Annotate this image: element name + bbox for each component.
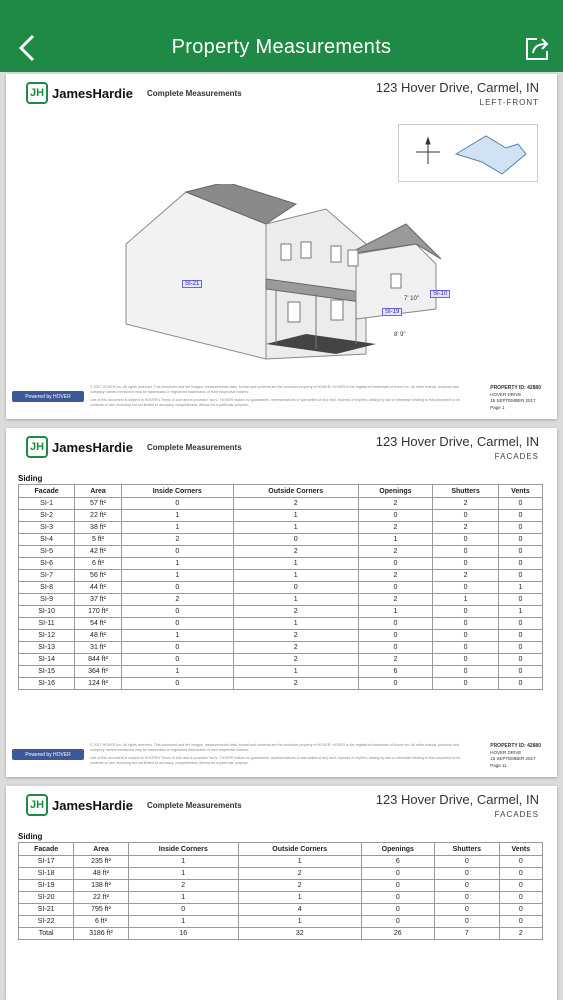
- table-row: [19, 498, 543, 510]
- table-row: [19, 534, 543, 546]
- table-cell: 0: [433, 642, 499, 654]
- document-type: Complete Measurements: [146, 442, 242, 452]
- table-cell: 0: [499, 904, 542, 916]
- table-cell: 0: [499, 868, 542, 880]
- page-number: Page 1: [490, 404, 505, 410]
- table-cell: 0: [498, 594, 542, 606]
- brand-block: [26, 82, 242, 104]
- house-3d-rendering: [116, 184, 446, 384]
- table-cell: 1: [128, 856, 238, 868]
- table-cell: 48 ft²: [74, 868, 128, 880]
- table-cell: 38 ft²: [75, 522, 122, 534]
- table-cell: 0: [498, 678, 542, 690]
- table-cell: 2: [358, 654, 432, 666]
- table-cell: SI-11: [19, 618, 75, 630]
- legal-line-2: Use of this document is subject to HOVER's Terms of Use and is provided "as is." HOVER makes no guarantees, representations or warranties of any kind, express or implied, arising by law or otherwise relating to this document or its contents or use, including but not limited to accuracy, completeness, fitness for a particular purpose.: [90, 755, 461, 765]
- table-cell: 0: [433, 582, 499, 594]
- table-cell: 1: [238, 856, 361, 868]
- table-cell: 1: [233, 618, 358, 630]
- section-title: Siding: [18, 832, 43, 841]
- table-cell: 138 ft²: [74, 880, 128, 892]
- table-cell: 0: [499, 856, 542, 868]
- powered-by-hover-badge: Powered by HOVER: [12, 391, 84, 402]
- table-cell: SI-7: [19, 570, 75, 582]
- table-cell: 2: [433, 522, 499, 534]
- table-cell: 2: [238, 880, 361, 892]
- document-type: Complete Measurements: [146, 88, 242, 98]
- siding-table-2: [18, 842, 543, 940]
- table-cell: 1: [128, 892, 238, 904]
- table-cell: 0: [121, 618, 233, 630]
- table-cell: 54 ft²: [75, 618, 122, 630]
- view-subtitle: FACADES: [494, 452, 539, 461]
- table-cell: 0: [358, 642, 432, 654]
- table-cell: 1: [233, 570, 358, 582]
- table-cell: 0: [434, 880, 499, 892]
- section-title: Siding: [18, 474, 43, 483]
- table-cell: 2: [233, 546, 358, 558]
- facade-label-si-10: SI-10: [430, 290, 450, 298]
- table-cell: 0: [361, 868, 434, 880]
- table-cell: 0: [433, 510, 499, 522]
- column-header: Vents: [499, 843, 542, 856]
- table-cell: 2: [233, 498, 358, 510]
- table-cell: 2: [358, 594, 432, 606]
- table-cell: 0: [498, 654, 542, 666]
- table-row: [19, 570, 543, 582]
- table-cell: SI-4: [19, 534, 75, 546]
- table-cell: 0: [498, 522, 542, 534]
- table-cell: 1: [128, 868, 238, 880]
- table-cell: 0: [121, 606, 233, 618]
- legal-text: [90, 743, 470, 765]
- table-cell: 2: [499, 928, 542, 940]
- property-id-block: [490, 743, 541, 769]
- table-cell: 2: [233, 606, 358, 618]
- table-cell: 22 ft²: [75, 510, 122, 522]
- dimension-label: 8' 9": [394, 332, 406, 338]
- table-cell: 0: [499, 892, 542, 904]
- brand-block: [26, 436, 242, 458]
- table-row: [19, 510, 543, 522]
- powered-by-hover-badge: Powered by HOVER: [12, 749, 84, 760]
- table-cell: 42 ft²: [75, 546, 122, 558]
- table-cell: 0: [358, 678, 432, 690]
- table-cell: 1: [233, 510, 358, 522]
- column-header: Facade: [19, 485, 75, 498]
- column-header: Outside Corners: [238, 843, 361, 856]
- table-cell: SI-13: [19, 642, 75, 654]
- table-row: [19, 868, 543, 880]
- table-cell: 0: [434, 916, 499, 928]
- table-cell: SI-21: [19, 904, 74, 916]
- table-cell: 170 ft²: [75, 606, 122, 618]
- table-cell: 0: [358, 510, 432, 522]
- jameshardie-logo: JH: [26, 436, 48, 458]
- table-cell: 0: [233, 582, 358, 594]
- brand-name: JamesHardie: [52, 797, 133, 813]
- table-cell: 0: [498, 666, 542, 678]
- table-cell: 2: [121, 594, 233, 606]
- property-street: HOVER DRIVE: [490, 750, 522, 755]
- table-row: [19, 892, 543, 904]
- table-cell: 1: [233, 594, 358, 606]
- share-icon[interactable]: [523, 36, 551, 62]
- table-cell: 1: [121, 558, 233, 570]
- table-cell: 0: [433, 630, 499, 642]
- table-cell: 2: [233, 678, 358, 690]
- property-id: PROPERTY ID: 42880: [490, 385, 541, 391]
- table-cell: 0: [361, 904, 434, 916]
- table-cell: 2: [121, 534, 233, 546]
- table-cell: 0: [498, 642, 542, 654]
- document-type: Complete Measurements: [146, 800, 242, 810]
- table-cell: 0: [434, 856, 499, 868]
- table-row: [19, 856, 543, 868]
- table-cell: 1: [358, 534, 432, 546]
- table-row: [19, 618, 543, 630]
- legal-text: [90, 385, 470, 407]
- table-cell: 0: [498, 510, 542, 522]
- table-cell: 1: [121, 666, 233, 678]
- table-cell: 0: [121, 654, 233, 666]
- page-footer: [6, 729, 557, 777]
- table-cell: 1: [121, 570, 233, 582]
- table-cell: 0: [433, 666, 499, 678]
- report-date: 15 SEPTEMBER 2017: [490, 398, 536, 404]
- table-cell: 1: [498, 606, 542, 618]
- table-cell: 0: [499, 880, 542, 892]
- table-row: [19, 522, 543, 534]
- table-cell: 56 ft²: [75, 570, 122, 582]
- table-row: [19, 678, 543, 690]
- table-cell: 2: [233, 642, 358, 654]
- table-cell: SI-17: [19, 856, 74, 868]
- report-page-3[interactable]: [6, 786, 557, 1000]
- brand-name: JamesHardie: [52, 85, 133, 101]
- property-address: 123 Hover Drive, Carmel, IN: [375, 434, 539, 449]
- table-row: [19, 904, 543, 916]
- table-cell: 0: [433, 534, 499, 546]
- column-header: Inside Corners: [128, 843, 238, 856]
- column-header: Facade: [19, 843, 74, 856]
- jameshardie-logo: JH: [26, 82, 48, 104]
- column-header: Vents: [498, 485, 542, 498]
- table-cell: 0: [361, 892, 434, 904]
- table-cell: 57 ft²: [75, 498, 122, 510]
- table-cell: 0: [358, 618, 432, 630]
- jameshardie-logo: JH: [26, 794, 48, 816]
- table-row: [19, 546, 543, 558]
- table-cell: 4: [238, 904, 361, 916]
- table-cell: 0: [121, 582, 233, 594]
- app-header: [0, 0, 563, 72]
- table-row: [19, 880, 543, 892]
- table-cell: 0: [498, 546, 542, 558]
- table-cell: SI-22: [19, 916, 74, 928]
- column-header: Shutters: [434, 843, 499, 856]
- facade-label-si-19: SI-19: [382, 308, 402, 316]
- table-cell: 2: [433, 570, 499, 582]
- brand-block: [26, 794, 242, 816]
- table-cell: SI-3: [19, 522, 75, 534]
- page-number: Page 11: [490, 762, 507, 768]
- table-cell: 0: [498, 570, 542, 582]
- table-row: [19, 582, 543, 594]
- table-cell: 1: [238, 916, 361, 928]
- table-cell: 2: [233, 630, 358, 642]
- column-header: Outside Corners: [233, 485, 358, 498]
- table-cell: 1: [238, 892, 361, 904]
- table-cell: SI-15: [19, 666, 75, 678]
- table-cell: 0: [434, 892, 499, 904]
- table-cell: 0: [121, 642, 233, 654]
- table-cell: 2: [358, 522, 432, 534]
- table-cell: 0: [498, 618, 542, 630]
- table-cell: 0: [433, 546, 499, 558]
- table-cell: 1: [128, 916, 238, 928]
- table-cell: 0: [433, 558, 499, 570]
- table-cell: 0: [499, 916, 542, 928]
- table-cell: 0: [128, 904, 238, 916]
- table-row: [19, 928, 543, 940]
- siding-table-1: [18, 484, 543, 690]
- table-row: [19, 654, 543, 666]
- table-cell: 3186 ft²: [74, 928, 128, 940]
- table-cell: 0: [434, 868, 499, 880]
- table-cell: 0: [121, 498, 233, 510]
- table-cell: 1: [233, 522, 358, 534]
- table-cell: 0: [498, 630, 542, 642]
- table-cell: 1: [121, 630, 233, 642]
- table-cell: 2: [358, 498, 432, 510]
- table-cell: SI-16: [19, 678, 75, 690]
- table-cell: 26: [361, 928, 434, 940]
- table-cell: 2: [128, 880, 238, 892]
- table-cell: 0: [434, 904, 499, 916]
- column-header: Openings: [361, 843, 434, 856]
- table-cell: 0: [498, 534, 542, 546]
- property-id: PROPERTY ID: 42880: [490, 743, 541, 749]
- table-cell: 235 ft²: [74, 856, 128, 868]
- table-cell: 5 ft²: [75, 534, 122, 546]
- table-cell: 0: [358, 558, 432, 570]
- table-row: [19, 916, 543, 928]
- table-cell: 2: [433, 498, 499, 510]
- property-id-block: [490, 385, 541, 411]
- table-cell: 0: [121, 546, 233, 558]
- page-title: Property Measurements: [171, 36, 392, 58]
- column-header: Shutters: [433, 485, 499, 498]
- column-header: Area: [75, 485, 122, 498]
- table-cell: 1: [121, 510, 233, 522]
- table-cell: SI-10: [19, 606, 75, 618]
- table-cell: 6 ft²: [74, 916, 128, 928]
- table-cell: 1: [498, 582, 542, 594]
- table-cell: 2: [233, 654, 358, 666]
- dimension-label: 7' 10": [404, 296, 419, 302]
- table-row: [19, 642, 543, 654]
- table-cell: 0: [433, 654, 499, 666]
- property-street: HOVER DRIVE: [490, 392, 522, 397]
- table-cell: 0: [361, 880, 434, 892]
- table-cell: 0: [498, 498, 542, 510]
- table-cell: SI-20: [19, 892, 74, 904]
- report-page-1[interactable]: [6, 74, 557, 419]
- property-address: 123 Hover Drive, Carmel, IN: [375, 792, 539, 807]
- table-cell: 844 ft²: [75, 654, 122, 666]
- page-footer: [6, 371, 557, 419]
- view-subtitle: FACADES: [494, 810, 539, 819]
- table-cell: 0: [358, 630, 432, 642]
- table-cell: 22 ft²: [74, 892, 128, 904]
- table-row: [19, 558, 543, 570]
- table-cell: 2: [358, 546, 432, 558]
- table-cell: 32: [238, 928, 361, 940]
- table-cell: SI-14: [19, 654, 75, 666]
- table-cell: 0: [121, 678, 233, 690]
- table-cell: 37 ft²: [75, 594, 122, 606]
- table-cell: 1: [358, 606, 432, 618]
- table-cell: 7: [434, 928, 499, 940]
- table-cell: SI-2: [19, 510, 75, 522]
- table-cell: Total: [19, 928, 74, 940]
- table-cell: 364 ft²: [75, 666, 122, 678]
- legal-line-2: Use of this document is subject to HOVER's Terms of Use and is provided "as is." HOVER makes no guarantees, representations or warranties of any kind, express or implied, arising by law or otherwise relating to this document or its contents or use, including but not limited to accuracy, completeness, fitness for a particular purpose.: [90, 397, 461, 407]
- table-cell: 1: [233, 558, 358, 570]
- table-cell: SI-8: [19, 582, 75, 594]
- table-cell: SI-18: [19, 868, 74, 880]
- table-cell: 6: [358, 666, 432, 678]
- table-cell: SI-19: [19, 880, 74, 892]
- table-cell: SI-12: [19, 630, 75, 642]
- legal-line-1: © 2017 HOVER Inc. All rights reserved. This document and the images, measurements data, format and contents are the exclusive property of HOVER. HOVER is the registered trademark of Hover Inc. All other brands, products and company names mentioned may be trademarks or registered trademarks of their respective holders.: [90, 743, 459, 752]
- property-address: 123 Hover Drive, Carmel, IN: [375, 80, 539, 95]
- table-cell: SI-9: [19, 594, 75, 606]
- table-cell: 1: [433, 594, 499, 606]
- table-row: [19, 630, 543, 642]
- column-header: Area: [74, 843, 128, 856]
- table-cell: 0: [433, 618, 499, 630]
- table-row: [19, 606, 543, 618]
- table-cell: 31 ft²: [75, 642, 122, 654]
- table-cell: 1: [121, 522, 233, 534]
- table-cell: 1: [233, 666, 358, 678]
- facade-label-si-21: SI-21: [182, 280, 202, 288]
- table-cell: 0: [233, 534, 358, 546]
- table-cell: 124 ft²: [75, 678, 122, 690]
- table-cell: SI-1: [19, 498, 75, 510]
- report-date: 15 SEPTEMBER 2017: [490, 756, 536, 762]
- table-cell: 6 ft²: [75, 558, 122, 570]
- table-cell: SI-6: [19, 558, 75, 570]
- table-cell: 16: [128, 928, 238, 940]
- table-cell: SI-5: [19, 546, 75, 558]
- table-row: [19, 666, 543, 678]
- column-header: Inside Corners: [121, 485, 233, 498]
- report-page-2[interactable]: [6, 428, 557, 777]
- table-cell: 2: [358, 570, 432, 582]
- brand-name: JamesHardie: [52, 439, 133, 455]
- table-cell: 0: [361, 916, 434, 928]
- table-cell: 795 ft²: [74, 904, 128, 916]
- table-cell: 0: [498, 558, 542, 570]
- table-cell: 48 ft²: [75, 630, 122, 642]
- table-cell: 2: [238, 868, 361, 880]
- legal-line-1: © 2017 HOVER Inc. All rights reserved. This document and the images, measurements data, format and contents are the exclusive property of HOVER. HOVER is the registered trademark of Hover Inc. All other brands, products and company names mentioned may be trademarks or registered trademarks of their respective holders.: [90, 385, 459, 394]
- table-row: [19, 594, 543, 606]
- table-cell: 0: [358, 582, 432, 594]
- plan-inset: [398, 124, 538, 182]
- table-cell: 0: [433, 678, 499, 690]
- table-cell: 44 ft²: [75, 582, 122, 594]
- table-cell: 6: [361, 856, 434, 868]
- column-header: Openings: [358, 485, 432, 498]
- view-subtitle: LEFT-FRONT: [479, 98, 539, 107]
- table-cell: 0: [433, 606, 499, 618]
